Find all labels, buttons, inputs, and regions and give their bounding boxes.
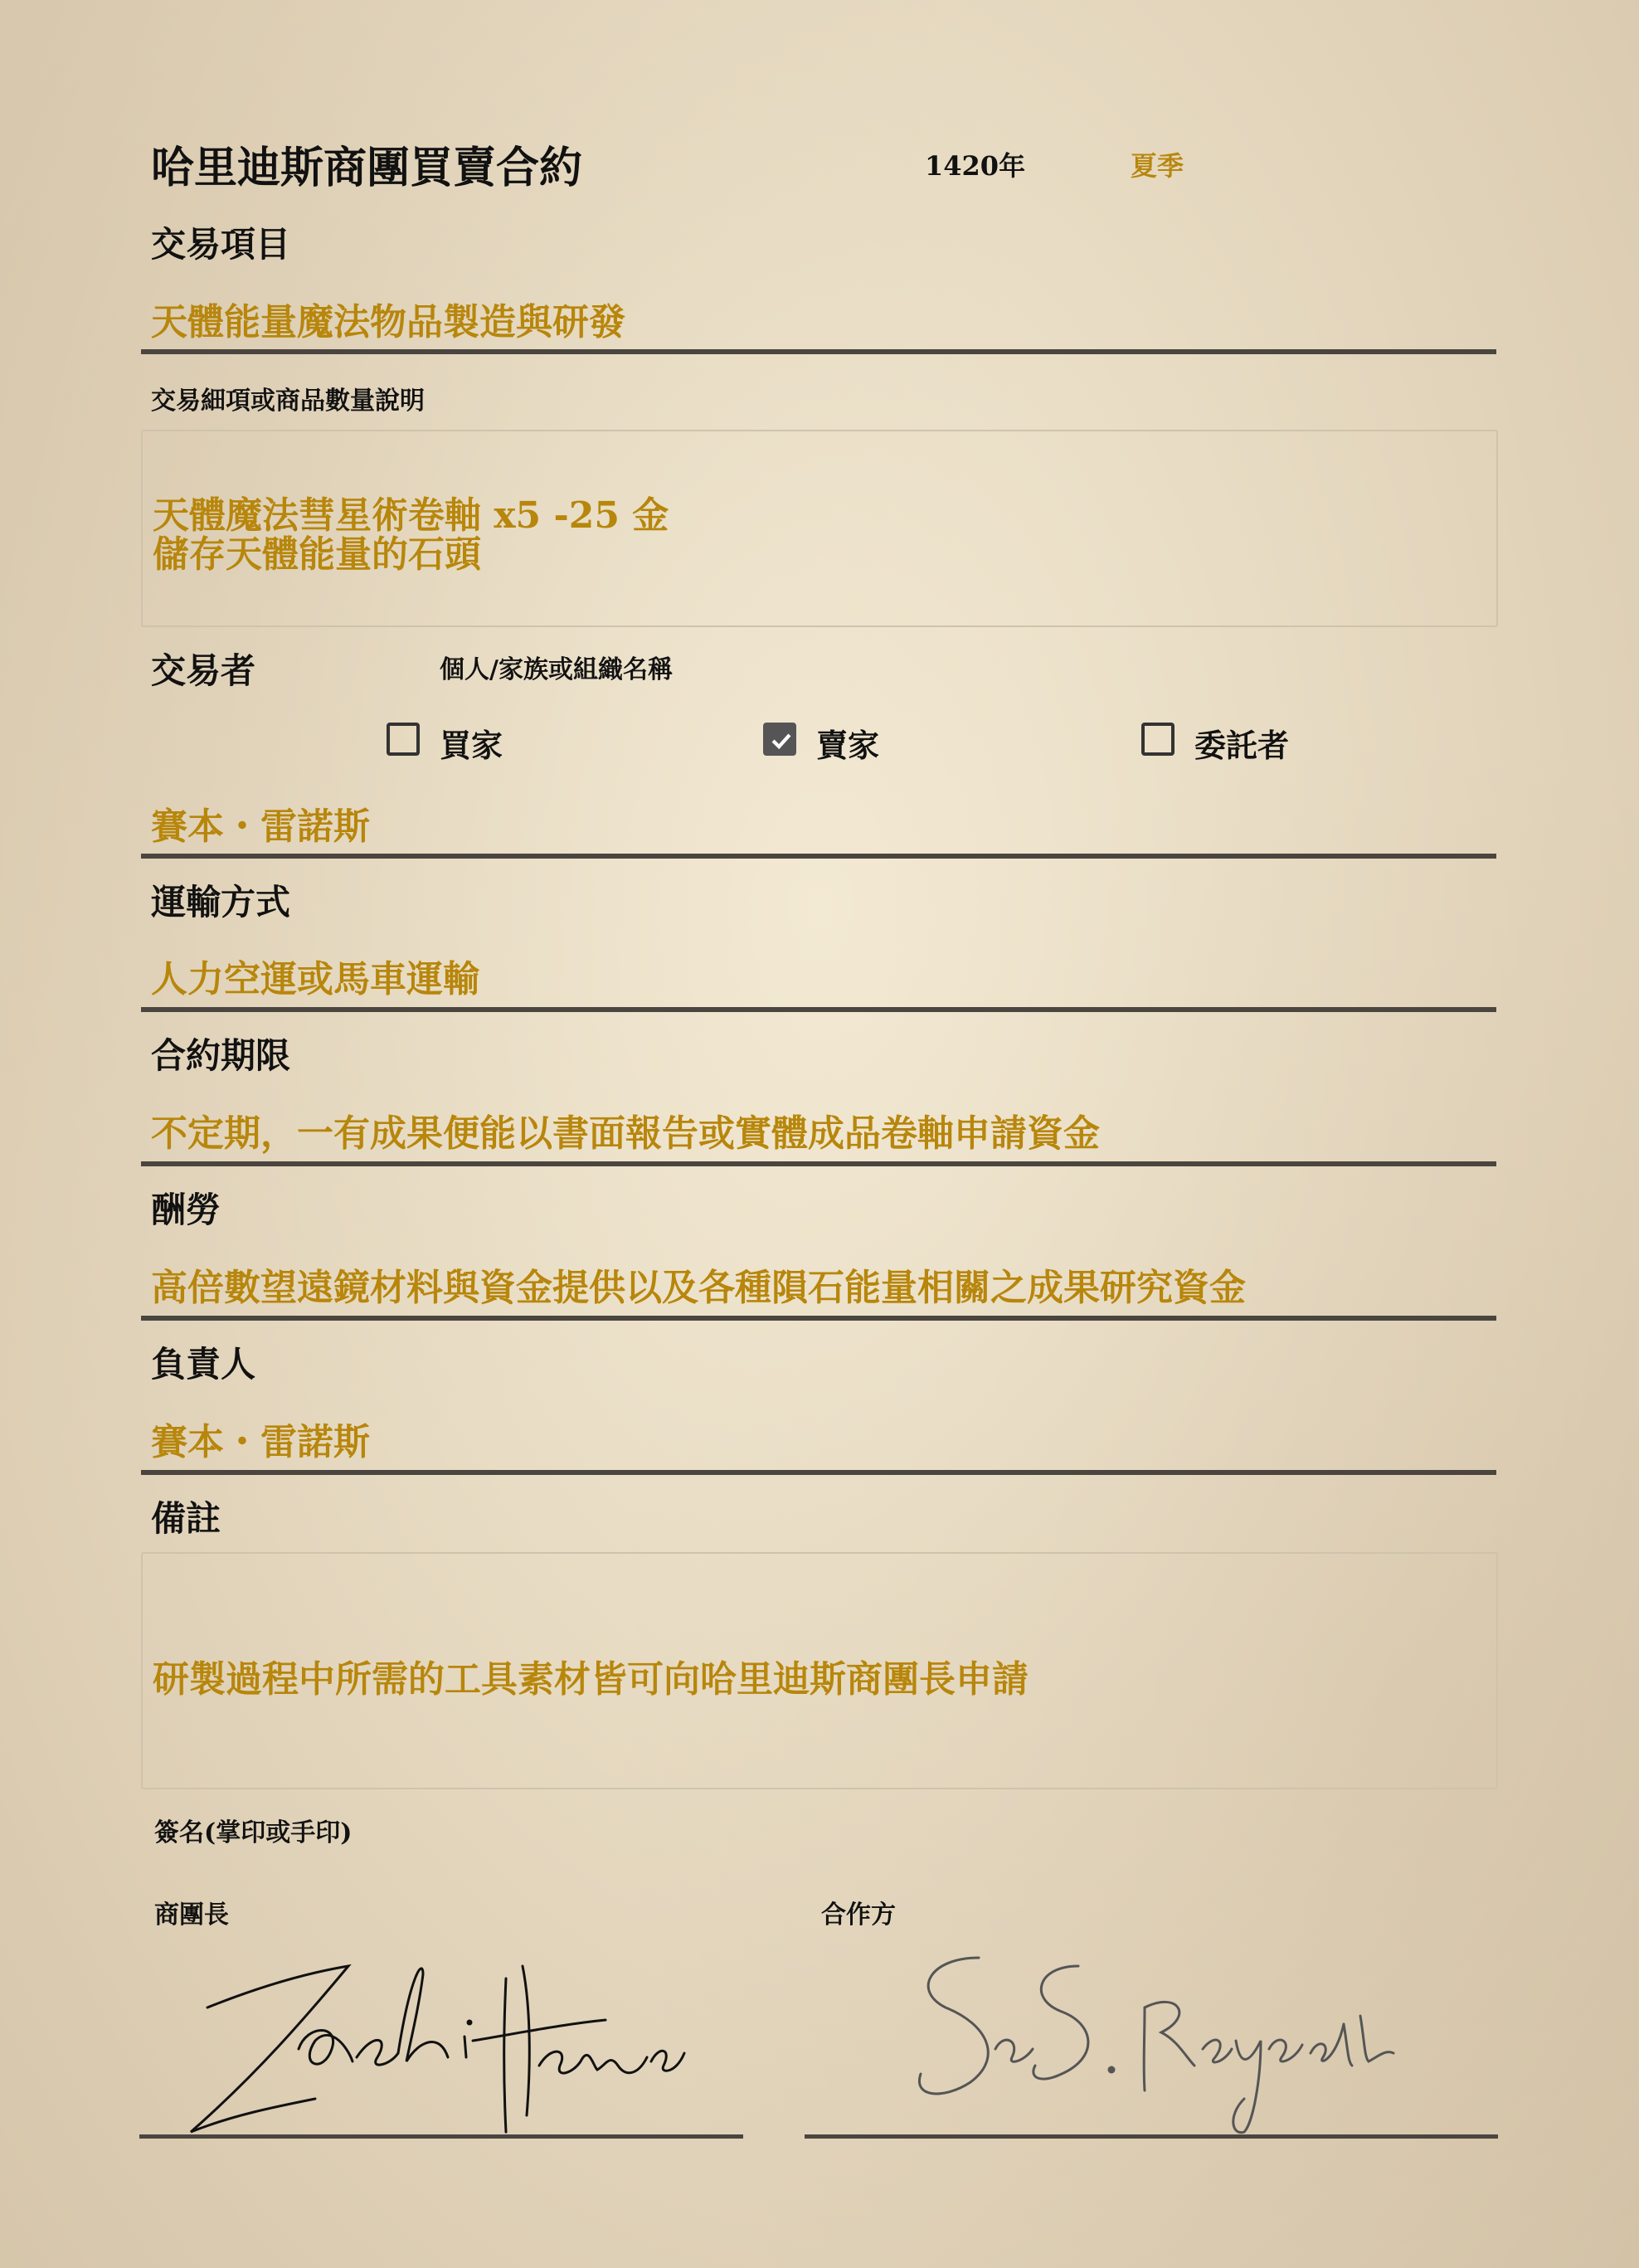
reward-rule (141, 1316, 1496, 1321)
reward-value[interactable]: 高倍數望遠鏡材料與資金提供以及各種隕石能量相關之成果研究資金 (151, 1267, 1246, 1309)
contract-title: 哈里迪斯商團買賣合約 (151, 143, 583, 193)
responsible-label: 負責人 (151, 1344, 256, 1385)
reward-label: 酬勞 (151, 1190, 221, 1230)
contract-year: 1420年 (925, 150, 1026, 182)
buyer-checkbox[interactable] (387, 723, 420, 756)
partner-label: 合作方 (821, 1901, 896, 1930)
responsible-rule (141, 1470, 1496, 1475)
transport-label: 運輸方式 (151, 882, 291, 922)
details-label: 交易細項或商品數量說明 (151, 387, 425, 416)
partner-signature-rule (805, 2134, 1498, 2139)
transport-value[interactable]: 人力空運或馬車運輸 (151, 958, 479, 1000)
details-line-1: 天體魔法彗星術卷軸 x5 -25 金 (153, 494, 669, 537)
check-icon (767, 727, 795, 755)
trader-sublabel: 個人/家族或組織名稱 (440, 655, 673, 684)
guild-leader-label: 商團長 (154, 1901, 229, 1930)
trade-item-value[interactable]: 天體能量魔法物品製造與研發 (151, 301, 625, 343)
remarks-label: 備註 (151, 1498, 221, 1539)
term-value[interactable]: 不定期，一有成果便能以書面報告或實體成品卷軸申請資金 (151, 1112, 1100, 1155)
details-line-2: 儲存天體能量的石頭 (153, 533, 481, 576)
term-label: 合約期限 (151, 1035, 291, 1076)
remarks-box[interactable] (141, 1552, 1498, 1789)
trader-label: 交易者 (151, 650, 256, 691)
seller-checkbox[interactable] (763, 723, 796, 756)
signature-label: 簽名(掌印或手印) (154, 1818, 353, 1847)
trader-rule (141, 854, 1496, 859)
agent-checkbox[interactable] (1141, 723, 1175, 756)
seller-checkbox-label: 賣家 (816, 727, 880, 764)
transport-rule (141, 1007, 1496, 1012)
term-rule (141, 1161, 1496, 1166)
agent-checkbox-label: 委託者 (1194, 727, 1290, 764)
trader-name-value[interactable]: 賽本・雷諾斯 (151, 805, 370, 848)
trade-item-label: 交易項目 (151, 224, 291, 265)
guild-leader-signature (174, 1941, 705, 2140)
partner-signature (896, 1941, 1410, 2140)
contract-season: 夏季 (1131, 150, 1184, 182)
buyer-checkbox-label: 買家 (440, 727, 503, 764)
guild-leader-signature-rule (139, 2134, 743, 2139)
trade-item-rule (141, 349, 1496, 354)
remarks-value: 研製過程中所需的工具素材皆可向哈里迪斯商團長申請 (153, 1658, 1029, 1701)
details-box[interactable] (141, 430, 1498, 627)
responsible-value[interactable]: 賽本・雷諾斯 (151, 1421, 370, 1463)
